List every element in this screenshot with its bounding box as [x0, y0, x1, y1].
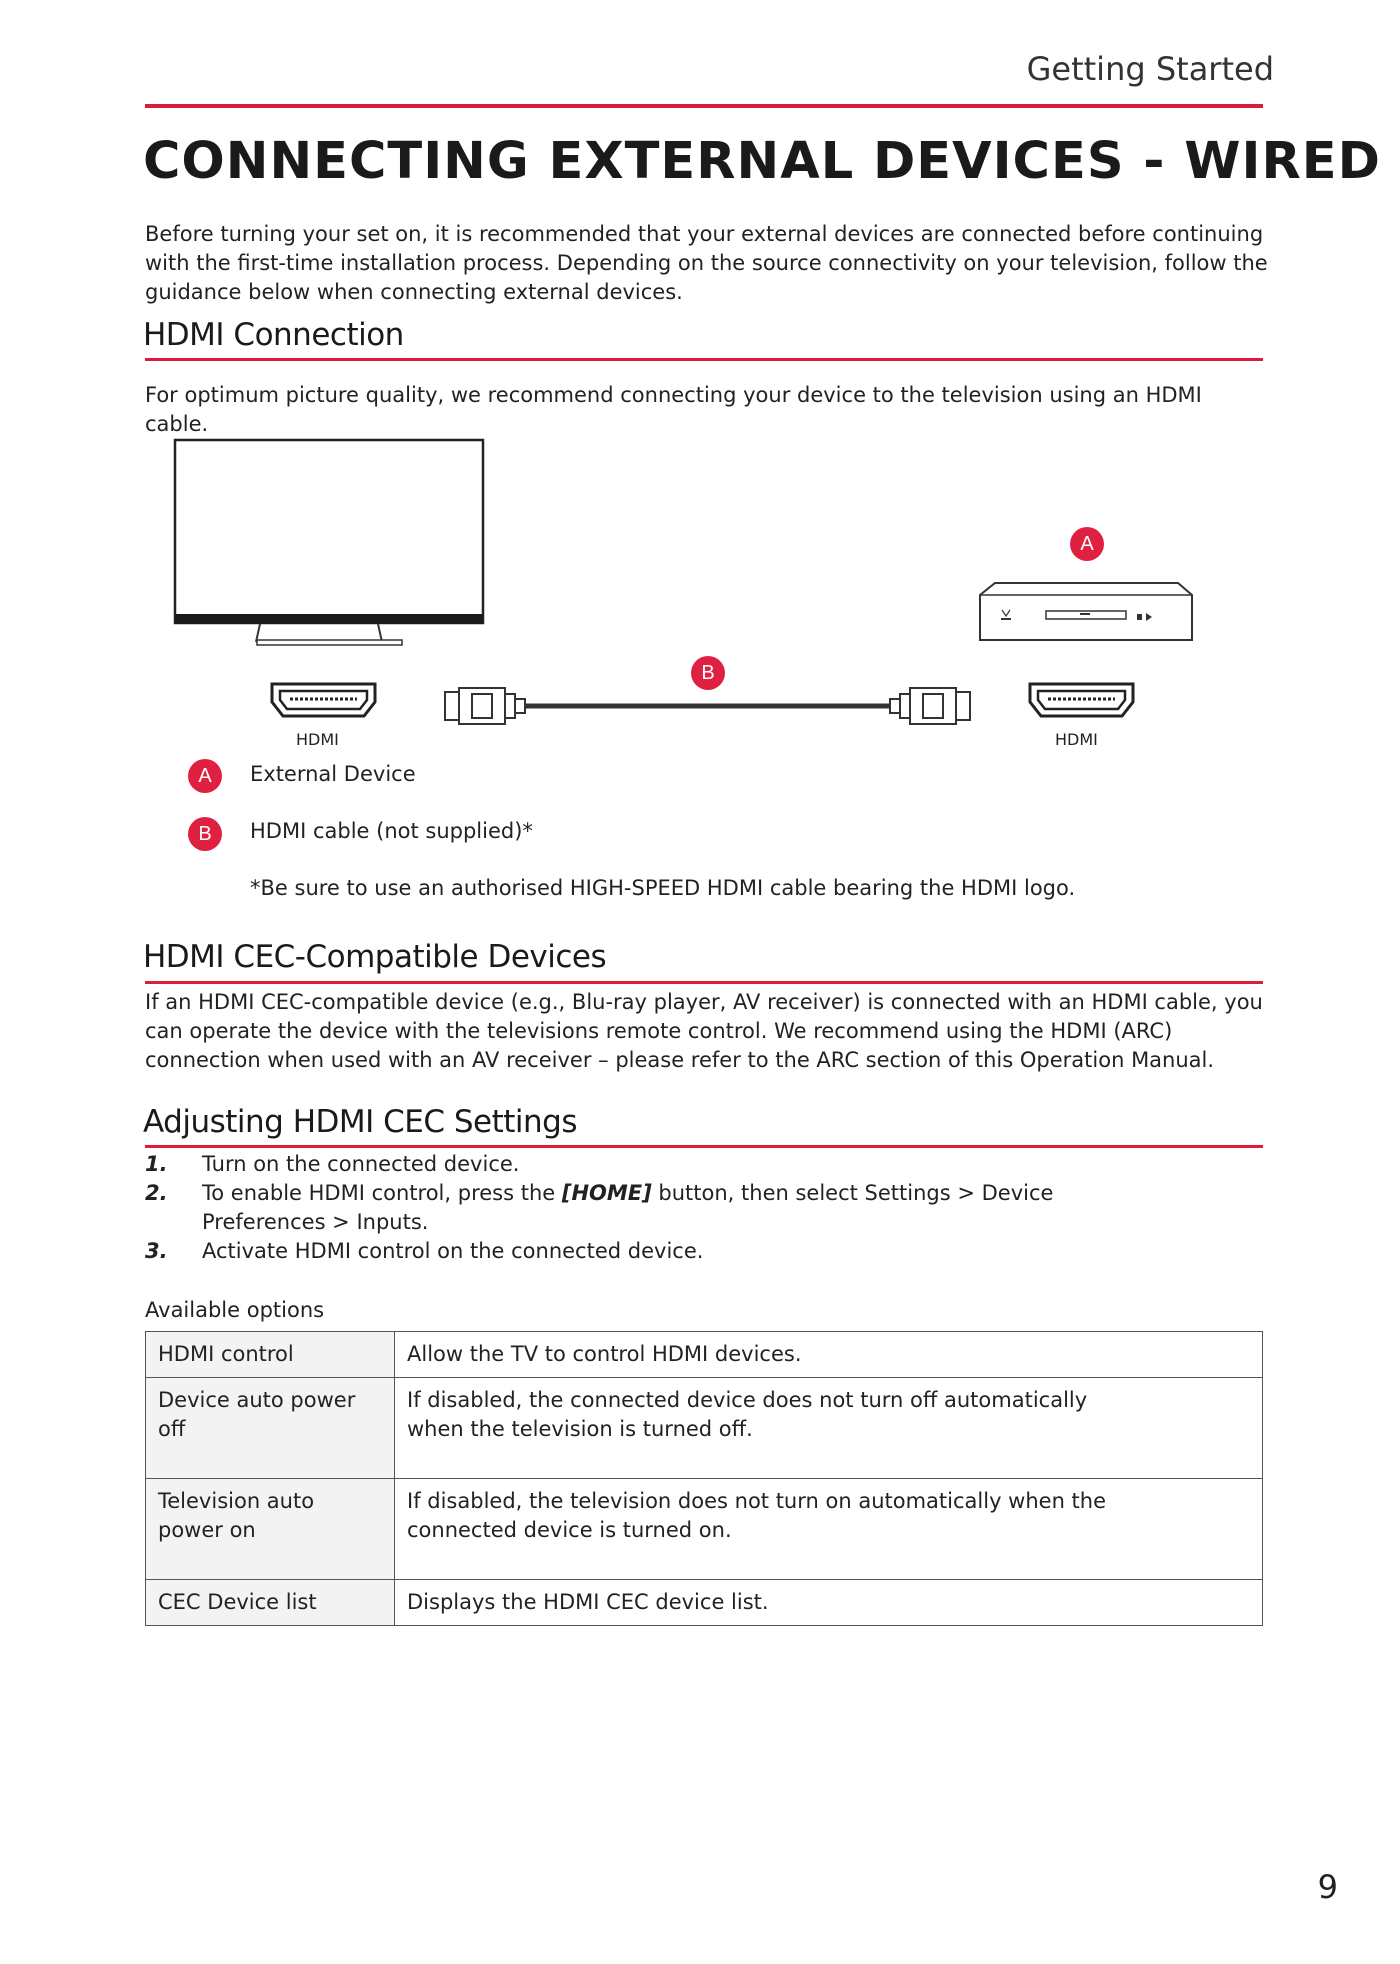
- tv-hdmi-port-icon: [272, 684, 375, 716]
- step-text: button, then select Settings > Device Preferences > Inputs.: [202, 1181, 1054, 1234]
- option-description: Displays the HDMI CEC device list.: [395, 1580, 1263, 1626]
- step-text: To enable HDMI control, press the: [202, 1181, 562, 1205]
- step-text: Activate HDMI control on the connected device.: [202, 1239, 704, 1263]
- television-illustration: [175, 440, 483, 645]
- cable-note: *Be sure to use an authorised HIGH-SPEED HDMI cable bearing the HDMI logo.: [250, 876, 1076, 900]
- step-number: 2.: [145, 1181, 168, 1205]
- intro-paragraph: Before turning your set on, it is recommended that your external devices are connected before continuing with the first-time installation process. Depending on the source connectivity on your television, follow the guidance below when connecting external devices.: [145, 222, 1268, 304]
- hdmi-connection-text: For optimum picture quality, we recommend connecting your device to the television using an HDMI cable.: [145, 383, 1202, 436]
- diagram-badge-a: A: [1070, 527, 1104, 561]
- option-description-text: If disabled, the connected device does not turn off automatically when the television is turned off.: [407, 1388, 1088, 1441]
- step-number: 1.: [145, 1152, 168, 1176]
- diagram-badge-b: B: [691, 656, 725, 690]
- options-label: Available options: [145, 1298, 325, 1322]
- page-title: CONNECTING EXTERNAL DEVICES - WIRED: [143, 132, 1381, 191]
- device-hdmi-port-icon: [1030, 684, 1133, 716]
- table-row: [146, 1378, 1263, 1479]
- cec-devices-rule: [145, 981, 1263, 984]
- step-item: [145, 1150, 1145, 1179]
- cec-devices-text: If an HDMI CEC-compatible device (e.g., Blu-ray player, AV receiver) is connected with an HDMI cable, you can operate the device with the televisions remote control. We recommend using the HDMI (ARC) connection when used with an AV receiver – please refer to the ARC section of this Operation Manual.: [145, 990, 1263, 1072]
- cec-devices-heading: HDMI CEC-Compatible Devices: [143, 939, 607, 975]
- page-number: 9: [1317, 1868, 1338, 1906]
- hdmi-cable-illustration: [445, 688, 970, 724]
- option-name: CEC Device list: [146, 1580, 395, 1626]
- legend-badge-b: B: [188, 817, 222, 851]
- legend-badge-a: A: [188, 759, 222, 793]
- steps-list: [145, 1150, 1145, 1266]
- table-row: [146, 1479, 1263, 1580]
- step-text: Turn on the connected device.: [202, 1152, 520, 1176]
- hdmi-connection-heading: HDMI Connection: [143, 317, 404, 353]
- table-row: [146, 1332, 1263, 1378]
- table-row: [146, 1580, 1263, 1626]
- tv-port-label: HDMI: [296, 730, 339, 749]
- option-description: Allow the TV to control HDMI devices.: [395, 1332, 1263, 1378]
- legend-text-a: External Device: [250, 762, 416, 786]
- step-number: 3.: [145, 1239, 168, 1263]
- legend-text-b: HDMI cable (not supplied)*: [250, 819, 533, 843]
- section-label: Getting Started: [1026, 50, 1274, 88]
- external-device-illustration: [980, 583, 1192, 640]
- option-name: Television auto power on: [146, 1479, 395, 1580]
- option-description: [395, 1479, 1263, 1580]
- option-description: [395, 1378, 1263, 1479]
- home-key-label: [HOME]: [561, 1181, 652, 1205]
- cec-settings-rule: [145, 1145, 1263, 1148]
- options-table: [145, 1331, 1263, 1626]
- step-item: [145, 1179, 1145, 1237]
- option-description-text: If disabled, the television does not turn on automatically when the connected device is turned on.: [407, 1489, 1107, 1542]
- step-item: [145, 1237, 1145, 1266]
- option-name: Device auto power off: [146, 1378, 395, 1479]
- device-port-label: HDMI: [1055, 730, 1098, 749]
- cec-settings-heading: Adjusting HDMI CEC Settings: [143, 1104, 578, 1140]
- option-name: HDMI control: [146, 1332, 395, 1378]
